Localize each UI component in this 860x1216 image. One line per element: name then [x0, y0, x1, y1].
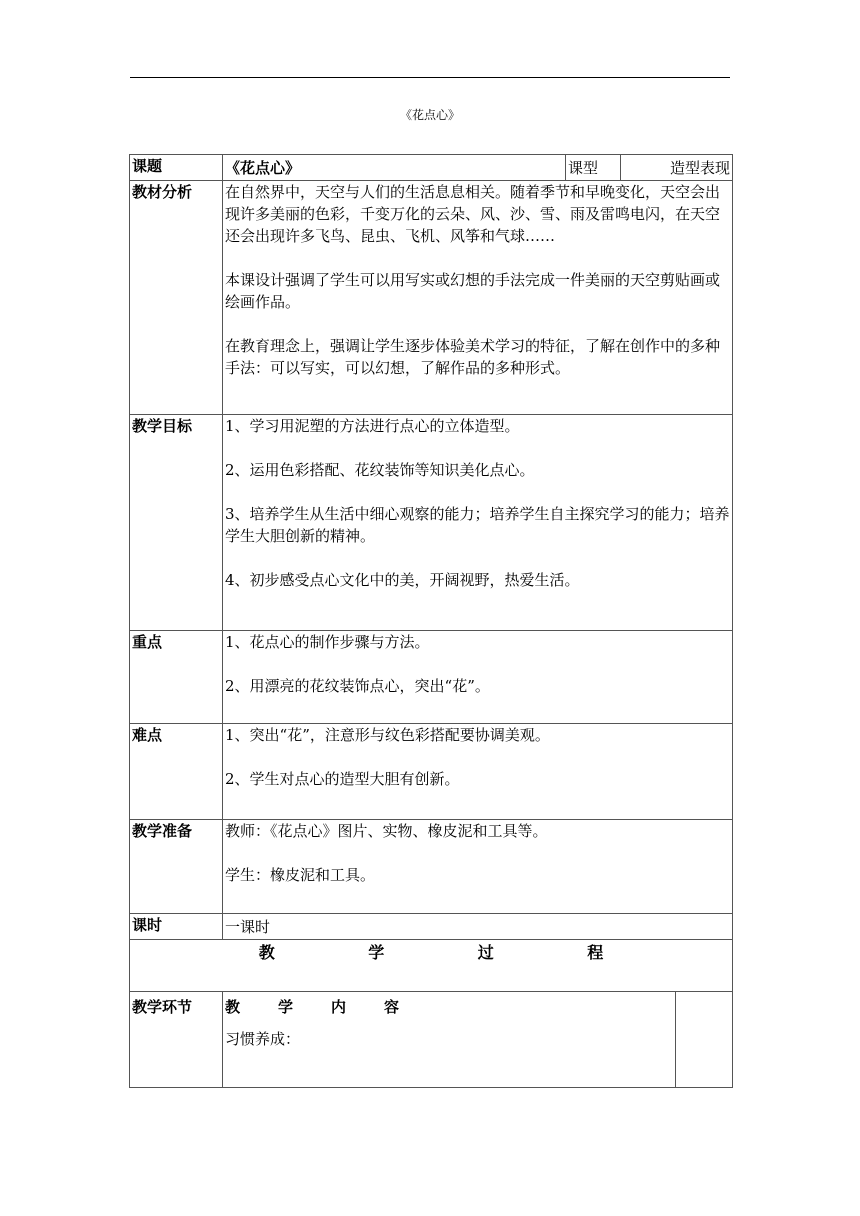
- hours-label: 课时: [130, 914, 223, 940]
- row-stage: [130, 992, 733, 1088]
- key-points-label: 重点: [130, 631, 223, 724]
- process-char: 教: [258, 943, 275, 962]
- row-hours: [130, 914, 733, 940]
- stage-label: 教学环节: [130, 992, 223, 1088]
- process-char: 过: [477, 943, 494, 962]
- row-difficulties: [130, 724, 733, 820]
- topic-value: 《花点心》: [223, 155, 566, 181]
- lesson-type-label: 课型: [566, 155, 621, 181]
- goal-item: 1、学习用泥塑的方法进行点心的立体造型。: [225, 417, 520, 435]
- content-header-char: 容: [384, 998, 400, 1016]
- preparation-content: [223, 820, 733, 914]
- key-points-content: [223, 631, 733, 724]
- process-char: 程: [587, 943, 604, 962]
- difficulty-item: 1、突出“花”，注意形与纹色彩搭配要协调美观。: [225, 726, 550, 744]
- preparation-item: 教师：《花点心》图片、实物、橡皮泥和工具等。: [225, 822, 548, 840]
- row-process-header: [130, 940, 733, 992]
- topic-label: 课题: [130, 155, 223, 181]
- stage-content-text: 习惯养成：: [225, 1030, 301, 1048]
- difficulty-item: 2、学生对点心的造型大胆有创新。: [225, 770, 460, 788]
- content-header-char: 内: [331, 998, 347, 1016]
- analysis-content: [223, 181, 733, 415]
- difficulties-content: [223, 724, 733, 820]
- process-char: 学: [368, 943, 385, 962]
- lesson-type-value: 造型表现: [621, 155, 733, 181]
- header-rule: [130, 77, 730, 78]
- stage-content: [223, 992, 676, 1088]
- key-point-item: 2、用漂亮的花纹装饰点心，突出“花”。: [225, 677, 490, 695]
- lesson-plan-table: [129, 154, 733, 1088]
- analysis-paragraph: 在自然界中，天空与人们的生活息息相关。随着季节和早晚变化，天空会出现许多美丽的色彩，千变万化的云朵、风、沙、雪、雨及雷鸣电闪，在天空还会出现许多飞鸟、昆虫、飞机、风筝和气球……: [225, 183, 721, 245]
- goal-item: 4、初步感受点心文化中的美，开阔视野，热爱生活。: [225, 571, 580, 589]
- row-key-points: [130, 631, 733, 724]
- row-preparation: [130, 820, 733, 914]
- goal-item: 3、培养学生从生活中细心观察的能力；培养学生自主探究学习的能力；培养学生大胆创新的精神。: [225, 505, 730, 545]
- difficulties-label: 难点: [130, 724, 223, 820]
- process-header: [130, 940, 733, 992]
- content-header-char: 学: [278, 998, 294, 1016]
- document-title: 《花点心》: [399, 108, 460, 122]
- row-analysis: [130, 181, 733, 415]
- hours-value: 一课时: [223, 914, 733, 940]
- analysis-paragraph: 本课设计强调了学生可以用写实或幻想的手法完成一件美丽的天空剪贴画或绘画作品。: [225, 271, 721, 311]
- row-goals: [130, 415, 733, 631]
- analysis-label: 教材分析: [130, 181, 223, 415]
- goals-content: [223, 415, 733, 631]
- preparation-item: 学生：橡皮泥和工具。: [225, 866, 376, 884]
- row-topic: [130, 155, 733, 181]
- analysis-paragraph: 在教育理念上，强调让学生逐步体验美术学习的特征，了解在创作中的多种手法：可以写实，可以幻想，了解作品的多种形式。: [225, 337, 721, 377]
- goal-item: 2、运用色彩搭配、花纹装饰等知识美化点心。: [225, 461, 535, 479]
- content-header-char: 教: [225, 998, 241, 1016]
- goals-label: 教学目标: [130, 415, 223, 631]
- stage-notes-cell: [676, 992, 733, 1088]
- key-point-item: 1、花点心的制作步骤与方法。: [225, 633, 430, 651]
- preparation-label: 教学准备: [130, 820, 223, 914]
